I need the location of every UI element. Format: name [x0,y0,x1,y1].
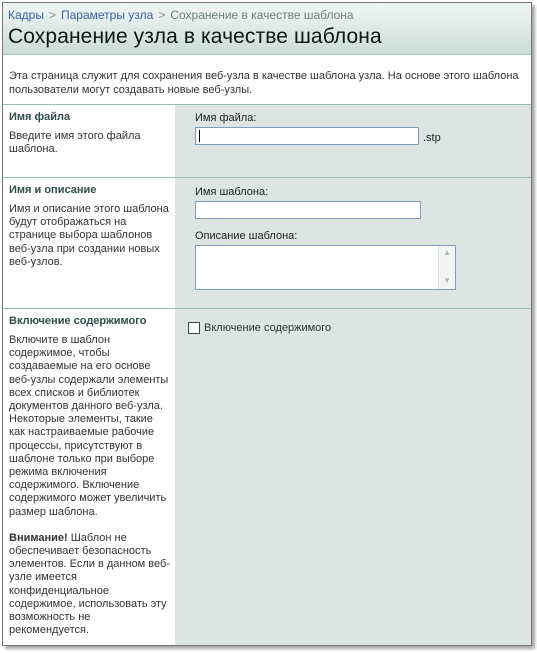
intro-text: Эта страница служит для сохранения веб-узла в качестве шаблона узла. На основе этого шаблона пользователи могут создавать новые веб-узлы. [3,55,531,105]
section-description: Включите в шаблон содержимое, чтобы создаваемые на его основе веб-узлы содержали элементы всех списков и библиотек документов данного веб-узла. Некоторые элементы, такие как настраиваемые рабочие процессы, присутствуют в шаблоне только при выборе режима включения содержимого. Включение содержимого может увеличить размер шаблона. [9,334,169,518]
section-name-description-fields [175,178,531,308]
breadcrumb-link-site-settings[interactable]: Параметры узла [60,8,154,22]
scroll-down-arrow-icon[interactable]: ▼ [443,276,451,285]
template-name-input[interactable] [195,201,421,219]
file-name-label: Имя файла: [195,112,257,124]
text-caret [199,130,200,142]
title-area [3,3,531,55]
scroll-up-arrow-icon[interactable]: ▲ [443,248,451,257]
breadcrumb-link-kadry[interactable]: Кадры [8,8,44,22]
breadcrumb-separator: > [48,8,56,22]
section-include-content-fields [175,309,531,646]
window-frame [2,2,532,646]
section-include-content [3,309,531,646]
file-name-row [195,127,531,145]
section-description: Введите имя этого файла шаблона. [9,130,141,156]
section-heading: Имя файла [9,111,71,123]
file-extension: .stp [423,132,441,144]
section-name-description [3,178,531,309]
section-heading: Включение содержимого [9,315,147,327]
template-description-label: Описание шаблона: [195,230,298,242]
warning-body: Шаблон не обеспечивает безопасность элементов. Если в данном веб-узле имеется конфиденциальное содержимое, использовать эту возможность не рекомендуется. [9,531,170,637]
section-file-name-fields [175,105,531,177]
textarea-scrollbar[interactable] [438,246,455,289]
include-content-label[interactable]: Включение содержимого [204,322,332,334]
section-name-description-info [3,178,175,308]
section-heading: Имя и описание [9,184,97,196]
breadcrumb [8,3,531,24]
breadcrumb-current: Сохранение в качестве шаблона [170,8,354,22]
section-file-name [3,105,531,178]
template-name-label: Имя шаблона: [195,186,269,198]
section-description: Имя и описание этого шаблона будут отображаться на странице выбора шаблонов веб-узла при создании новых веб-узлов. [9,203,169,268]
include-content-checkbox[interactable] [188,322,200,334]
breadcrumb-separator: > [158,8,166,22]
section-include-content-info [3,309,175,646]
warning-label: Внимание! [9,531,68,544]
section-file-name-info [3,105,175,177]
template-description-textarea[interactable] [195,245,456,290]
include-content-row [188,322,531,334]
warning-text [9,532,170,638]
file-name-input[interactable] [195,127,419,145]
page-title: Сохранение узла в качестве шаблона [8,25,382,48]
